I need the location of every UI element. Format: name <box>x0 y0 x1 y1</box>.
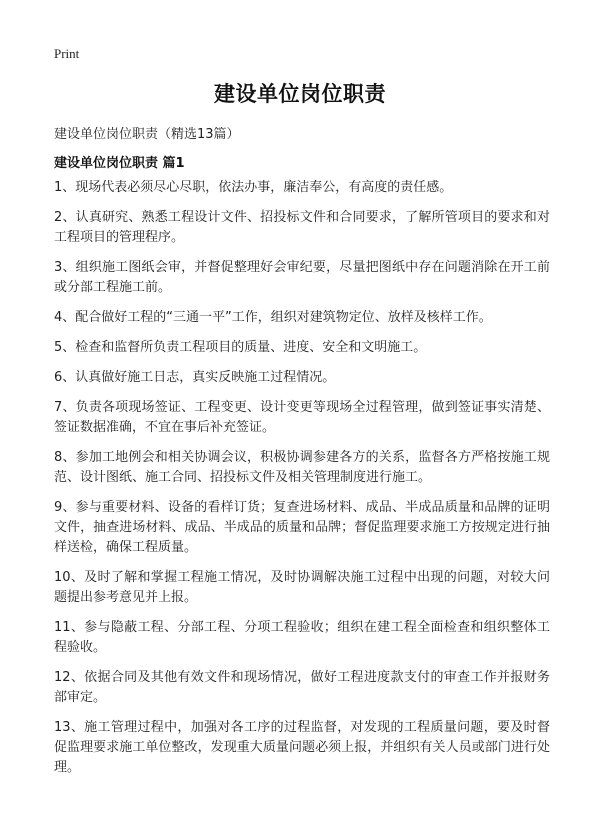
print-label: Print <box>54 46 80 61</box>
duty-item: 5、检查和监督所负责工程项目的质量、进度、安全和文明施工。 <box>54 340 427 355</box>
duty-item: 1、现场代表必须尽心尽职，依法办事，廉洁奉公，有高度的责任感。 <box>54 180 453 195</box>
duty-item: 9、参与重要材料、设备的看样订货；复查进场材料、成品、半成品质量和品牌的证明文件，抽查进场材料、成品、半成品的质量和品牌；督促监理要求施工方按规定进行抽样送检，确保工程质量。 <box>54 500 550 555</box>
document-subtitle: 建设单位岗位职责（精选13篇） <box>54 127 240 142</box>
duty-item: 2、认真研究、熟悉工程设计文件、招投标文件和合同要求，了解所管项目的要求和对工程项目的管理程序。 <box>54 210 550 245</box>
page-title: 建设单位岗位职责 <box>214 82 386 106</box>
duty-item: 3、组织施工图纸会审，并督促整理好会审纪要，尽量把图纸中存在问题消除在开工前或分部工程施工前。 <box>54 260 550 295</box>
duty-item: 12、依据合同及其他有效文件和现场情况，做好工程进度款支付的审查工作并报财务部审定。 <box>54 670 550 705</box>
duty-item: 6、认真做好施工日志，真实反映施工过程情况。 <box>54 370 336 385</box>
duty-list <box>54 178 550 788</box>
duty-item: 13、施工管理过程中，加强对各工序的过程监督，对发现的工程质量问题，要及时督促监理要求施工单位整改，发现重大质量问题必须上报，并组织有关人员或部门进行处理。 <box>54 720 550 775</box>
duty-item: 4、配合做好工程的“三通一平”工作，组织对建筑物定位、放样及核样工作。 <box>54 310 492 325</box>
duty-item: 8、参加工地例会和相关协调会议，积极协调参建各方的关系，监督各方严格按施工规范、设计图纸、施工合同、招投标文件及相关管理制度进行施工。 <box>54 450 550 485</box>
duty-item: 7、负责各项现场签证、工程变更、设计变更等现场全过程管理，做到签证事实清楚、签证数据准确，不宜在事后补充签证。 <box>54 400 550 435</box>
duty-item: 11、参与隐蔽工程、分部工程、分项工程验收；组织在建工程全面检查和组织整体工程验收。 <box>54 620 550 655</box>
section-heading: 建设单位岗位职责 篇1 <box>54 156 185 171</box>
duty-item: 10、及时了解和掌握工程施工情况，及时协调解决施工过程中出现的问题，对较大问题提出参考意见并上报。 <box>54 570 550 605</box>
